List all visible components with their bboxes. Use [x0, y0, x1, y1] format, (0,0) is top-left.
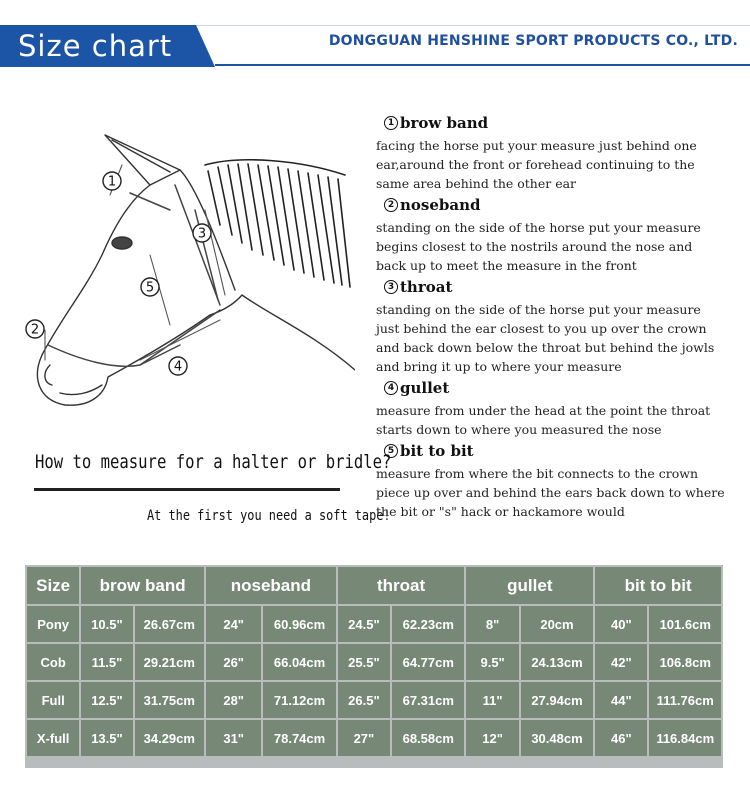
col-header-noseband: noseband [206, 567, 336, 604]
table-cell: 13.5" [81, 720, 132, 756]
table-cell: 66.04cm [263, 644, 335, 680]
table-cell: 24" [206, 606, 261, 642]
step-title: gullet [400, 379, 450, 397]
step-bit-to-bit [376, 441, 726, 521]
step-text: measure from under the head at the point the throat starts down to where you measured the nose [376, 403, 711, 437]
table-cell: 28" [206, 682, 261, 718]
table-row [27, 644, 721, 680]
table-cell: 24.5" [338, 606, 390, 642]
table-cell: 8" [466, 606, 518, 642]
marker-5 [141, 278, 159, 296]
table-row [27, 682, 721, 718]
table-cell: 44" [595, 682, 647, 718]
table-cell: 106.8cm [649, 644, 721, 680]
table-cell: 10.5" [81, 606, 132, 642]
svg-text:5: 5 [145, 280, 155, 296]
horse-head-illustration [20, 115, 355, 415]
table-cell: 67.31cm [392, 682, 464, 718]
noseband-strap [48, 310, 220, 366]
eye [112, 237, 132, 249]
step-text: facing the horse put your measure just behind one ear,around the front or forehead continuing to the same area behind the other ear [376, 138, 697, 191]
col-header-gullet: gullet [466, 567, 593, 604]
col-header-bit-to-bit: bit to bit [595, 567, 721, 604]
table-cell: 78.74cm [263, 720, 335, 756]
step-gullet [376, 378, 726, 439]
table-cell: 11.5" [81, 644, 132, 680]
table-cell: 46" [595, 720, 647, 756]
circled-number-icon: 2 [384, 198, 398, 212]
svg-text:3: 3 [197, 226, 207, 242]
table-cell: 62.23cm [392, 606, 464, 642]
caption-divider [34, 488, 340, 491]
step-title: bit to bit [400, 442, 474, 460]
step-noseband [376, 195, 726, 275]
step-title: throat [400, 278, 453, 296]
circled-number-icon: 4 [384, 381, 398, 395]
table-row [27, 720, 721, 756]
step-title: noseband [400, 196, 481, 214]
size-cell: Pony [27, 606, 79, 642]
size-table-container [25, 565, 723, 768]
table-cell: 116.84cm [649, 720, 721, 756]
size-table [25, 565, 723, 758]
table-cell: 101.6cm [649, 606, 721, 642]
size-cell: Cob [27, 644, 79, 680]
arrow-gullet [140, 320, 220, 360]
marker-4 [169, 357, 187, 375]
table-cell: 24.13cm [521, 644, 593, 680]
table-cell: 11" [466, 682, 518, 718]
table-header-row [27, 567, 721, 604]
table-cell: 31" [206, 720, 261, 756]
size-cell: X-full [27, 720, 79, 756]
table-cell: 30.48cm [521, 720, 593, 756]
svg-text:4: 4 [173, 359, 183, 375]
col-header-throat: throat [338, 567, 465, 604]
table-cell: 12" [466, 720, 518, 756]
svg-text:2: 2 [30, 322, 40, 338]
header-rule [215, 64, 750, 66]
table-cell: 64.77cm [392, 644, 464, 680]
marker-3 [193, 224, 211, 242]
company-name: DONGGUAN HENSHINE SPORT PRODUCTS CO., LTD. [328, 33, 738, 49]
step-brow-band [376, 113, 726, 193]
marker-1 [103, 172, 121, 190]
measurement-instructions [376, 113, 726, 523]
table-cell: 12.5" [81, 682, 132, 718]
step-title: brow band [400, 114, 489, 132]
step-throat [376, 277, 726, 376]
table-cell: 9.5" [466, 644, 518, 680]
browband-strap [130, 193, 170, 210]
table-cell: 68.58cm [392, 720, 464, 756]
col-header-brow-band: brow band [81, 567, 204, 604]
throat-strap [195, 210, 218, 300]
table-cell: 26.5" [338, 682, 390, 718]
measure-caption: How to measure for a halter or bridle? [35, 451, 392, 473]
table-cell: 26" [206, 644, 261, 680]
table-cell: 31.75cm [135, 682, 204, 718]
size-cell: Full [27, 682, 79, 718]
circled-number-icon: 3 [384, 280, 398, 294]
table-cell: 42" [595, 644, 647, 680]
step-text: measure from where the bit connects to the crown piece up over and behind the ears back down to where the bit or "s" hack or hackamore would [376, 466, 725, 519]
table-cell: 111.76cm [649, 682, 721, 718]
table-cell: 27" [338, 720, 390, 756]
header-top-rule [196, 25, 750, 26]
table-row [27, 606, 721, 642]
table-cell: 27.94cm [521, 682, 593, 718]
page-header [0, 0, 750, 70]
step-text: standing on the side of the horse put your measure just behind the ear closest to you up over the crown and back down below the throat but behind the jowls and bring it up to where your measure [376, 302, 715, 374]
marker-2 [26, 320, 44, 338]
circled-number-icon: 1 [384, 116, 398, 130]
circled-number-icon: 5 [384, 444, 398, 458]
table-cell: 29.21cm [135, 644, 204, 680]
table-cell: 40" [595, 606, 647, 642]
col-header-size: Size [27, 567, 79, 604]
table-cell: 26.67cm [135, 606, 204, 642]
table-cell: 25.5" [338, 644, 390, 680]
table-cell: 20cm [521, 606, 593, 642]
table-cell: 71.12cm [263, 682, 335, 718]
svg-text:1: 1 [107, 174, 117, 190]
step-text: standing on the side of the horse put your measure begins closest to the nostrils around the nose and back up to meet the measure in the front [376, 220, 701, 273]
arrow-throat [205, 210, 225, 295]
page-title: Size chart [18, 29, 173, 63]
table-cell: 34.29cm [135, 720, 204, 756]
table-cell: 60.96cm [263, 606, 335, 642]
measure-subcaption: At the first you need a soft tape! [147, 508, 391, 524]
